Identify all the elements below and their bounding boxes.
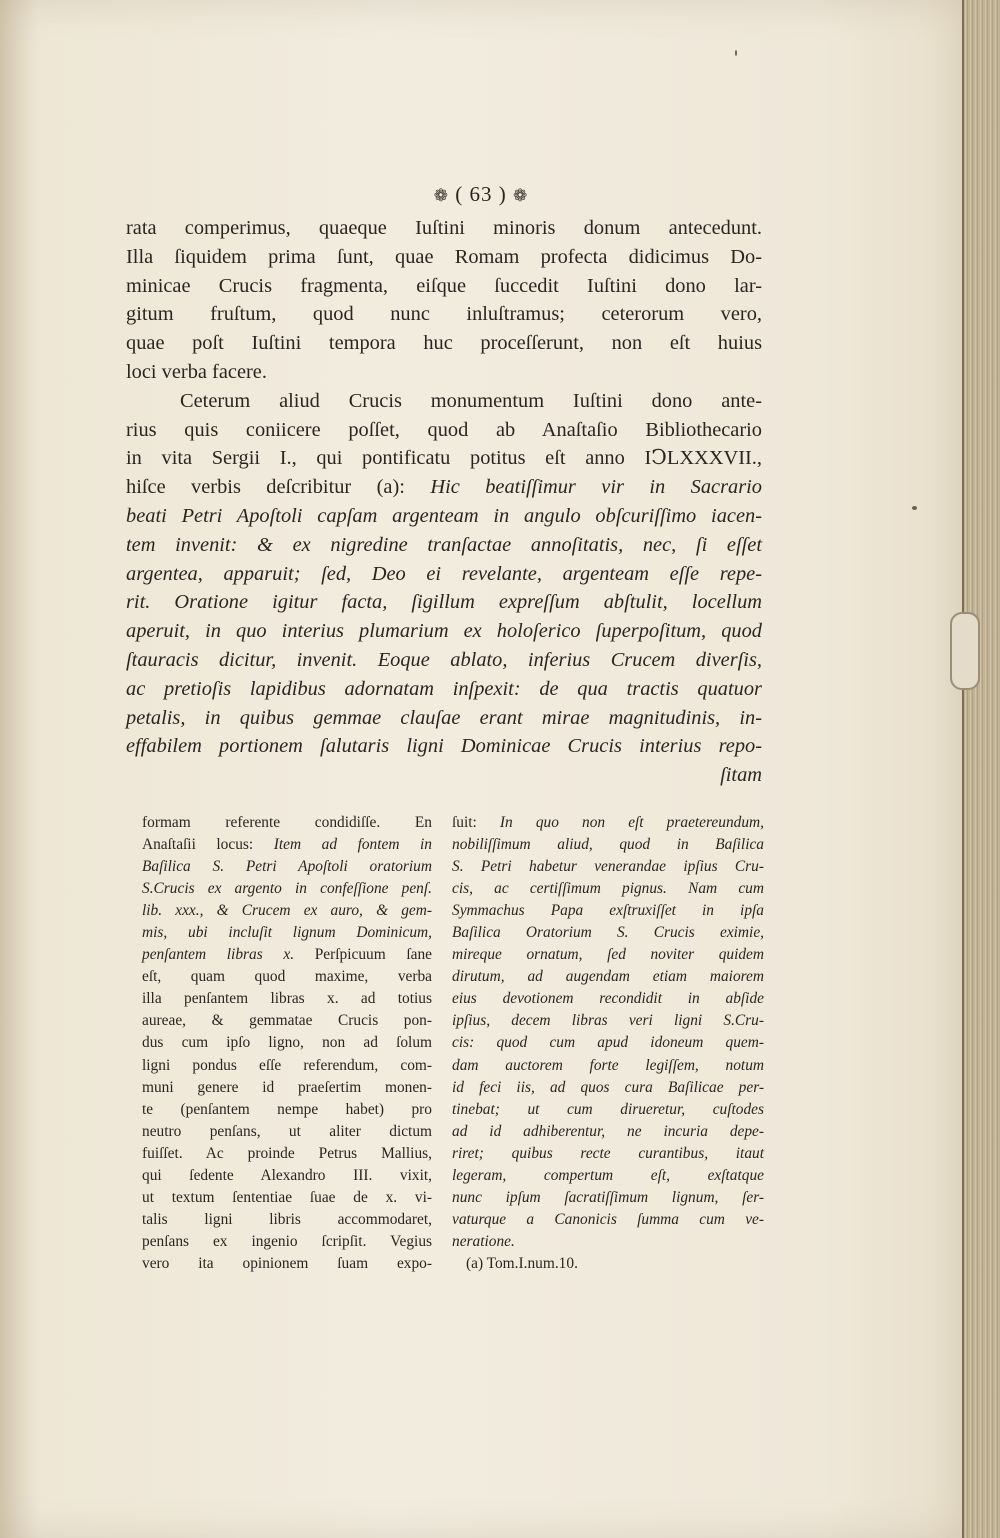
left-column-line: penſans ex ingenio ſcripſit. Vegius [142, 1232, 432, 1250]
paper-speck [912, 506, 917, 510]
ornament-left-icon: ❁ [433, 186, 449, 205]
text-line: in vita Sergii I., qui pontificatu potitus eſt anno IↃLXXXVII., [126, 447, 762, 470]
right-column-line: riret; quibus recte curantibus, itaut [452, 1144, 764, 1162]
left-column-line: dus cum ipſo ligno, non ad ſolum [142, 1034, 432, 1052]
right-column-line: ipſius, decem libras veri ligni S.Cru- [452, 1012, 764, 1030]
main-text-block [126, 214, 762, 790]
text-line: gitum fruſtum, quod nunc inluſtramus; ceterorum vero, [126, 303, 762, 326]
text-line: hiſce verbis deſcribitur (a): Hic beatiſſimur vir in Sacrario [126, 476, 762, 499]
footnote: (a) Tom.I.num.10. [466, 1254, 578, 1272]
left-column-line: S.Crucis ex argento in confeſſione penſ. [142, 880, 432, 898]
text-line: loci verba facere. [126, 360, 267, 383]
left-column-line: illa penſantem libras x. ad totius [142, 990, 432, 1008]
left-column-line: eſt, quam quod maxime, verba [142, 968, 432, 986]
left-column-line: aureae, & gemmatae Crucis pon- [142, 1012, 432, 1030]
page-number: ( 63 ) [455, 182, 507, 206]
right-column-line: id feci iis, ad quos cura Baſilicae per- [452, 1078, 764, 1096]
text-line: beati Petri Apoſtoli capſam argenteam in angulo obſcuriſſimo iacen- [126, 504, 762, 527]
left-column-line: Baſilica S. Petri Apoſtoli oratorium [142, 858, 432, 876]
right-column-line: cis, ac certiſſimum pignus. Nam cum [452, 880, 764, 898]
right-column-line: tinebat; ut cum dirueretur, cuſtodes [452, 1100, 764, 1118]
left-column-line: vero ita opinionem ſuam expo- [142, 1254, 432, 1272]
running-header [0, 182, 962, 207]
right-column-line: Symmachus Papa exſtruxiſſet in ipſa [452, 902, 764, 920]
paper-speck [735, 50, 737, 56]
right-column-line: cis: quod cum apud idoneum quem- [452, 1034, 764, 1052]
text-line: Illa ſiquidem prima ſunt, quae Romam profecta didicimus Do- [126, 245, 762, 268]
right-column-line: Baſilica Oratorium S. Crucis eximie, [452, 924, 764, 942]
right-column-line: S. Petri habetur venerandae ipſius Cru- [452, 858, 764, 876]
left-column-line: mis, ubi incluſit lignum Dominicum, [142, 924, 432, 942]
left-column-line: ut textum ſententiae ſuae de x. vi- [142, 1188, 432, 1206]
left-column-line: qui ſedente Alexandro III. vixit, [142, 1166, 432, 1184]
left-column-line: formam referente condidiſſe. En [142, 814, 432, 831]
right-column-line: eius devotionem recondidit in abſide [452, 990, 764, 1008]
left-column-line: ligni pondus eſſe referendum, com- [142, 1056, 432, 1074]
right-column-line: dam auctorem forte legiſſem, notum [452, 1056, 764, 1074]
text-line: rata comperimus, quaeque Iuſtini minoris donum antecedunt. [126, 217, 762, 239]
right-column-line: neratione. [452, 1232, 515, 1250]
right-column-line: legeram, compertum eſt, exſtatque [452, 1166, 764, 1184]
left-column-line: neutro penſans, ut aliter dictum [142, 1122, 432, 1140]
right-column-line: vaturque a Canonicis ſumma cum ve- [452, 1210, 764, 1228]
text-line: rius quis coniicere poſſet, quod ab Anaſtaſio Bibliothecario [126, 418, 762, 441]
left-column-line: fuiſſet. Ac proinde Petrus Mallius, [142, 1144, 432, 1162]
text-line: ſitam [720, 764, 762, 787]
text-line: aperuit, in quo interius plumarium ex holoſerico ſuperpoſitum, quod [126, 620, 762, 643]
right-column [452, 812, 764, 1275]
right-column-line: mireque ornatum, ſed noviter quidem [452, 946, 764, 964]
text-line: rit. Oratione igitur facta, ſigillum expreſſum abſtulit, locellum [126, 591, 762, 614]
left-column-line: Anaſtaſii locus: Item ad fontem in [142, 836, 433, 854]
page-edges [962, 0, 1000, 1538]
left-column-line: muni genere id praeſertim monen- [142, 1078, 432, 1096]
left-column-line: lib. xxx., & Crucem ex auro, & gem- [142, 902, 432, 920]
right-column-line: nobiliſſimum aliud, quod in Baſilica [452, 836, 764, 854]
left-column-line: penſantem libras x. Perſpicuum ſane [142, 946, 432, 964]
text-line: argentea, apparuit; ſed, Deo ei revelante, argenteam eſſe repe- [126, 562, 762, 585]
text-line: ac pretioſis lapidibus adornatam inſpexit: de qua tractis quatuor [126, 677, 762, 700]
text-line: tem invenit: & ex nigredine tranſactae annoſitatis, nec, ſi eſſet [126, 533, 762, 556]
right-column-line: ſuit: In quo non eſt praetereundum, [452, 814, 764, 831]
left-column [142, 812, 432, 1275]
text-line: minicae Crucis fragmenta, eiſque ſuccedit Iuſtini dono lar- [126, 274, 762, 297]
left-column-line: talis ligni libris accommodaret, [142, 1210, 432, 1228]
right-column-line: nunc ipſum ſacratiſſimum lignum, ſer- [452, 1188, 764, 1206]
right-column-line: ad id adhiberentur, ne incuria depe- [452, 1122, 764, 1140]
text-line: quae poſt Iuſtini tempora huc proceſſerunt, non eſt huius [126, 332, 762, 355]
left-column-line: te (penſantem nempe habet) pro [142, 1100, 432, 1118]
page-tab [950, 612, 980, 690]
ornament-right-icon: ❁ [513, 186, 529, 205]
text-line: Ceterum aliud Crucis monumentum Iuſtini dono ante- [180, 389, 762, 412]
text-line: ſtauracis dicitur, invenit. Eoque ablato, inferius Crucem diverſis, [126, 648, 762, 671]
text-line: petalis, in quibus gemmae clauſae erant mirae magnitudinis, in- [126, 706, 762, 729]
text-line: effabilem portionem ſalutaris ligni Dominicae Crucis interius repo- [126, 735, 762, 758]
right-column-line: dirutum, ad augendam etiam maiorem [452, 968, 764, 986]
